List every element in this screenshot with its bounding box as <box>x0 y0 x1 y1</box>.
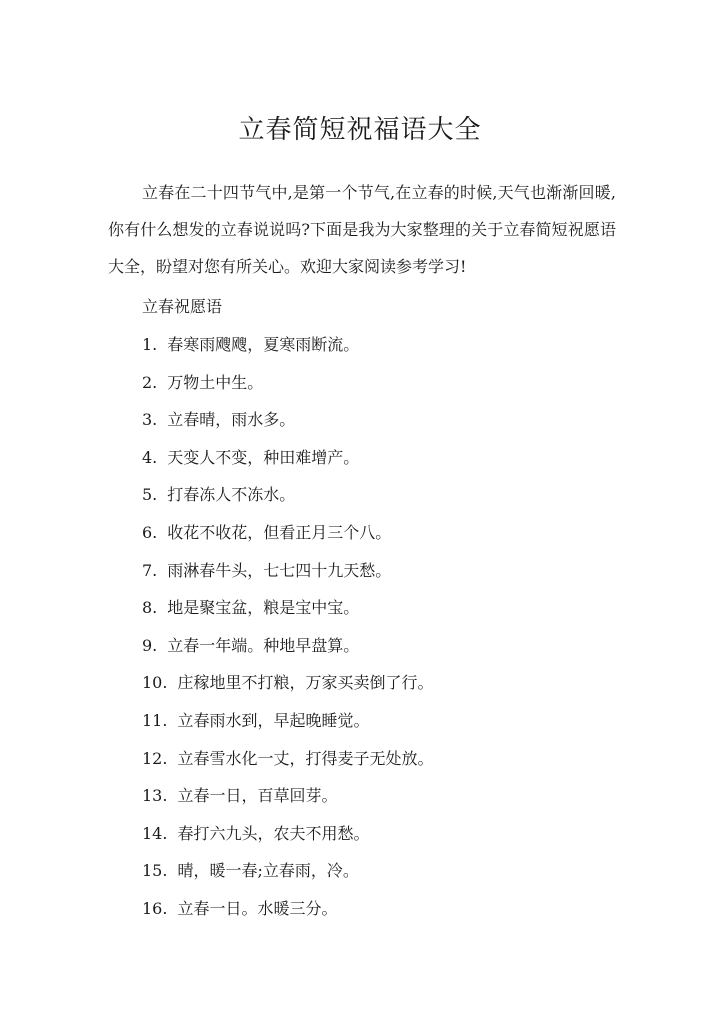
list-item-number: 10. <box>142 673 168 693</box>
list-item-text: 天变人不变，种田难增产。 <box>167 447 360 467</box>
list-item-number: 15. <box>142 861 168 881</box>
proverb-list <box>142 326 433 928</box>
list-item <box>142 326 433 364</box>
list-item-text: 庄稼地里不打粮，万家买卖倒了行。 <box>177 673 434 693</box>
list-item-number: 9. <box>142 635 158 655</box>
list-item-number: 8. <box>142 598 158 618</box>
list-item-text: 晴，暖一春;立春雨，冷。 <box>177 861 359 881</box>
list-item-text: 地是聚宝盆，粮是宝中宝。 <box>167 598 360 618</box>
list-item <box>142 815 433 853</box>
list-item-number: 5. <box>142 485 158 505</box>
list-item-text: 立春一年端。种地早盘算。 <box>167 635 360 655</box>
list-item <box>142 740 433 778</box>
list-item <box>142 852 433 890</box>
intro-paragraph: 立春在二十四节气中,是第一个节气,在立春的时候,天气也渐渐回暖,你有什么想发的立春说说吗?下面是我为大家整理的关于立春简短祝愿语大全，盼望对您有所关心。欢迎大家阅读参考学习! <box>108 183 616 276</box>
list-item-text: 万物土中生。 <box>167 372 264 392</box>
list-item <box>142 589 433 627</box>
list-item-text: 收花不收花，但看正月三个八。 <box>167 522 392 542</box>
document-title: 立春简短祝福语大全 <box>238 115 482 145</box>
list-item-number: 3. <box>142 410 158 430</box>
list-item <box>142 664 433 702</box>
list-item <box>142 514 433 552</box>
list-item-text: 立春雨水到，早起晚睡觉。 <box>177 710 370 730</box>
list-item <box>142 777 433 815</box>
list-item-text: 立春一日。水暖三分。 <box>177 898 338 918</box>
list-item <box>142 364 433 402</box>
list-item-text: 雨淋春牛头，七七四十九天愁。 <box>167 560 392 580</box>
list-item <box>142 627 433 665</box>
list-item-number: 1. <box>142 335 158 354</box>
list-item-number: 14. <box>142 823 168 843</box>
list-item-text: 春寒雨飕飕，夏寒雨断流。 <box>167 335 360 354</box>
list-item-number: 7. <box>142 560 158 580</box>
list-item <box>142 702 433 740</box>
section-heading: 立春祝愿语 <box>142 297 223 316</box>
list-item-number: 16. <box>142 898 168 918</box>
list-item-number: 12. <box>142 748 168 768</box>
list-item <box>142 552 433 590</box>
list-item-number: 2. <box>142 372 158 392</box>
list-item-number: 4. <box>142 447 158 467</box>
list-item-text: 立春一日，百草回芽。 <box>177 786 338 806</box>
list-item <box>142 476 433 514</box>
list-item-text: 春打六九头，农夫不用愁。 <box>177 823 370 843</box>
list-item-number: 13. <box>142 786 168 806</box>
list-item-text: 打春冻人不冻水。 <box>167 485 296 505</box>
list-item <box>142 439 433 477</box>
list-item <box>142 890 433 928</box>
list-item-number: 11. <box>142 710 168 730</box>
list-item-text: 立春雪水化一丈，打得麦子无处放。 <box>177 748 434 768</box>
list-item-text: 立春晴，雨水多。 <box>167 410 296 430</box>
list-item <box>142 401 433 439</box>
list-item-number: 6. <box>142 522 158 542</box>
